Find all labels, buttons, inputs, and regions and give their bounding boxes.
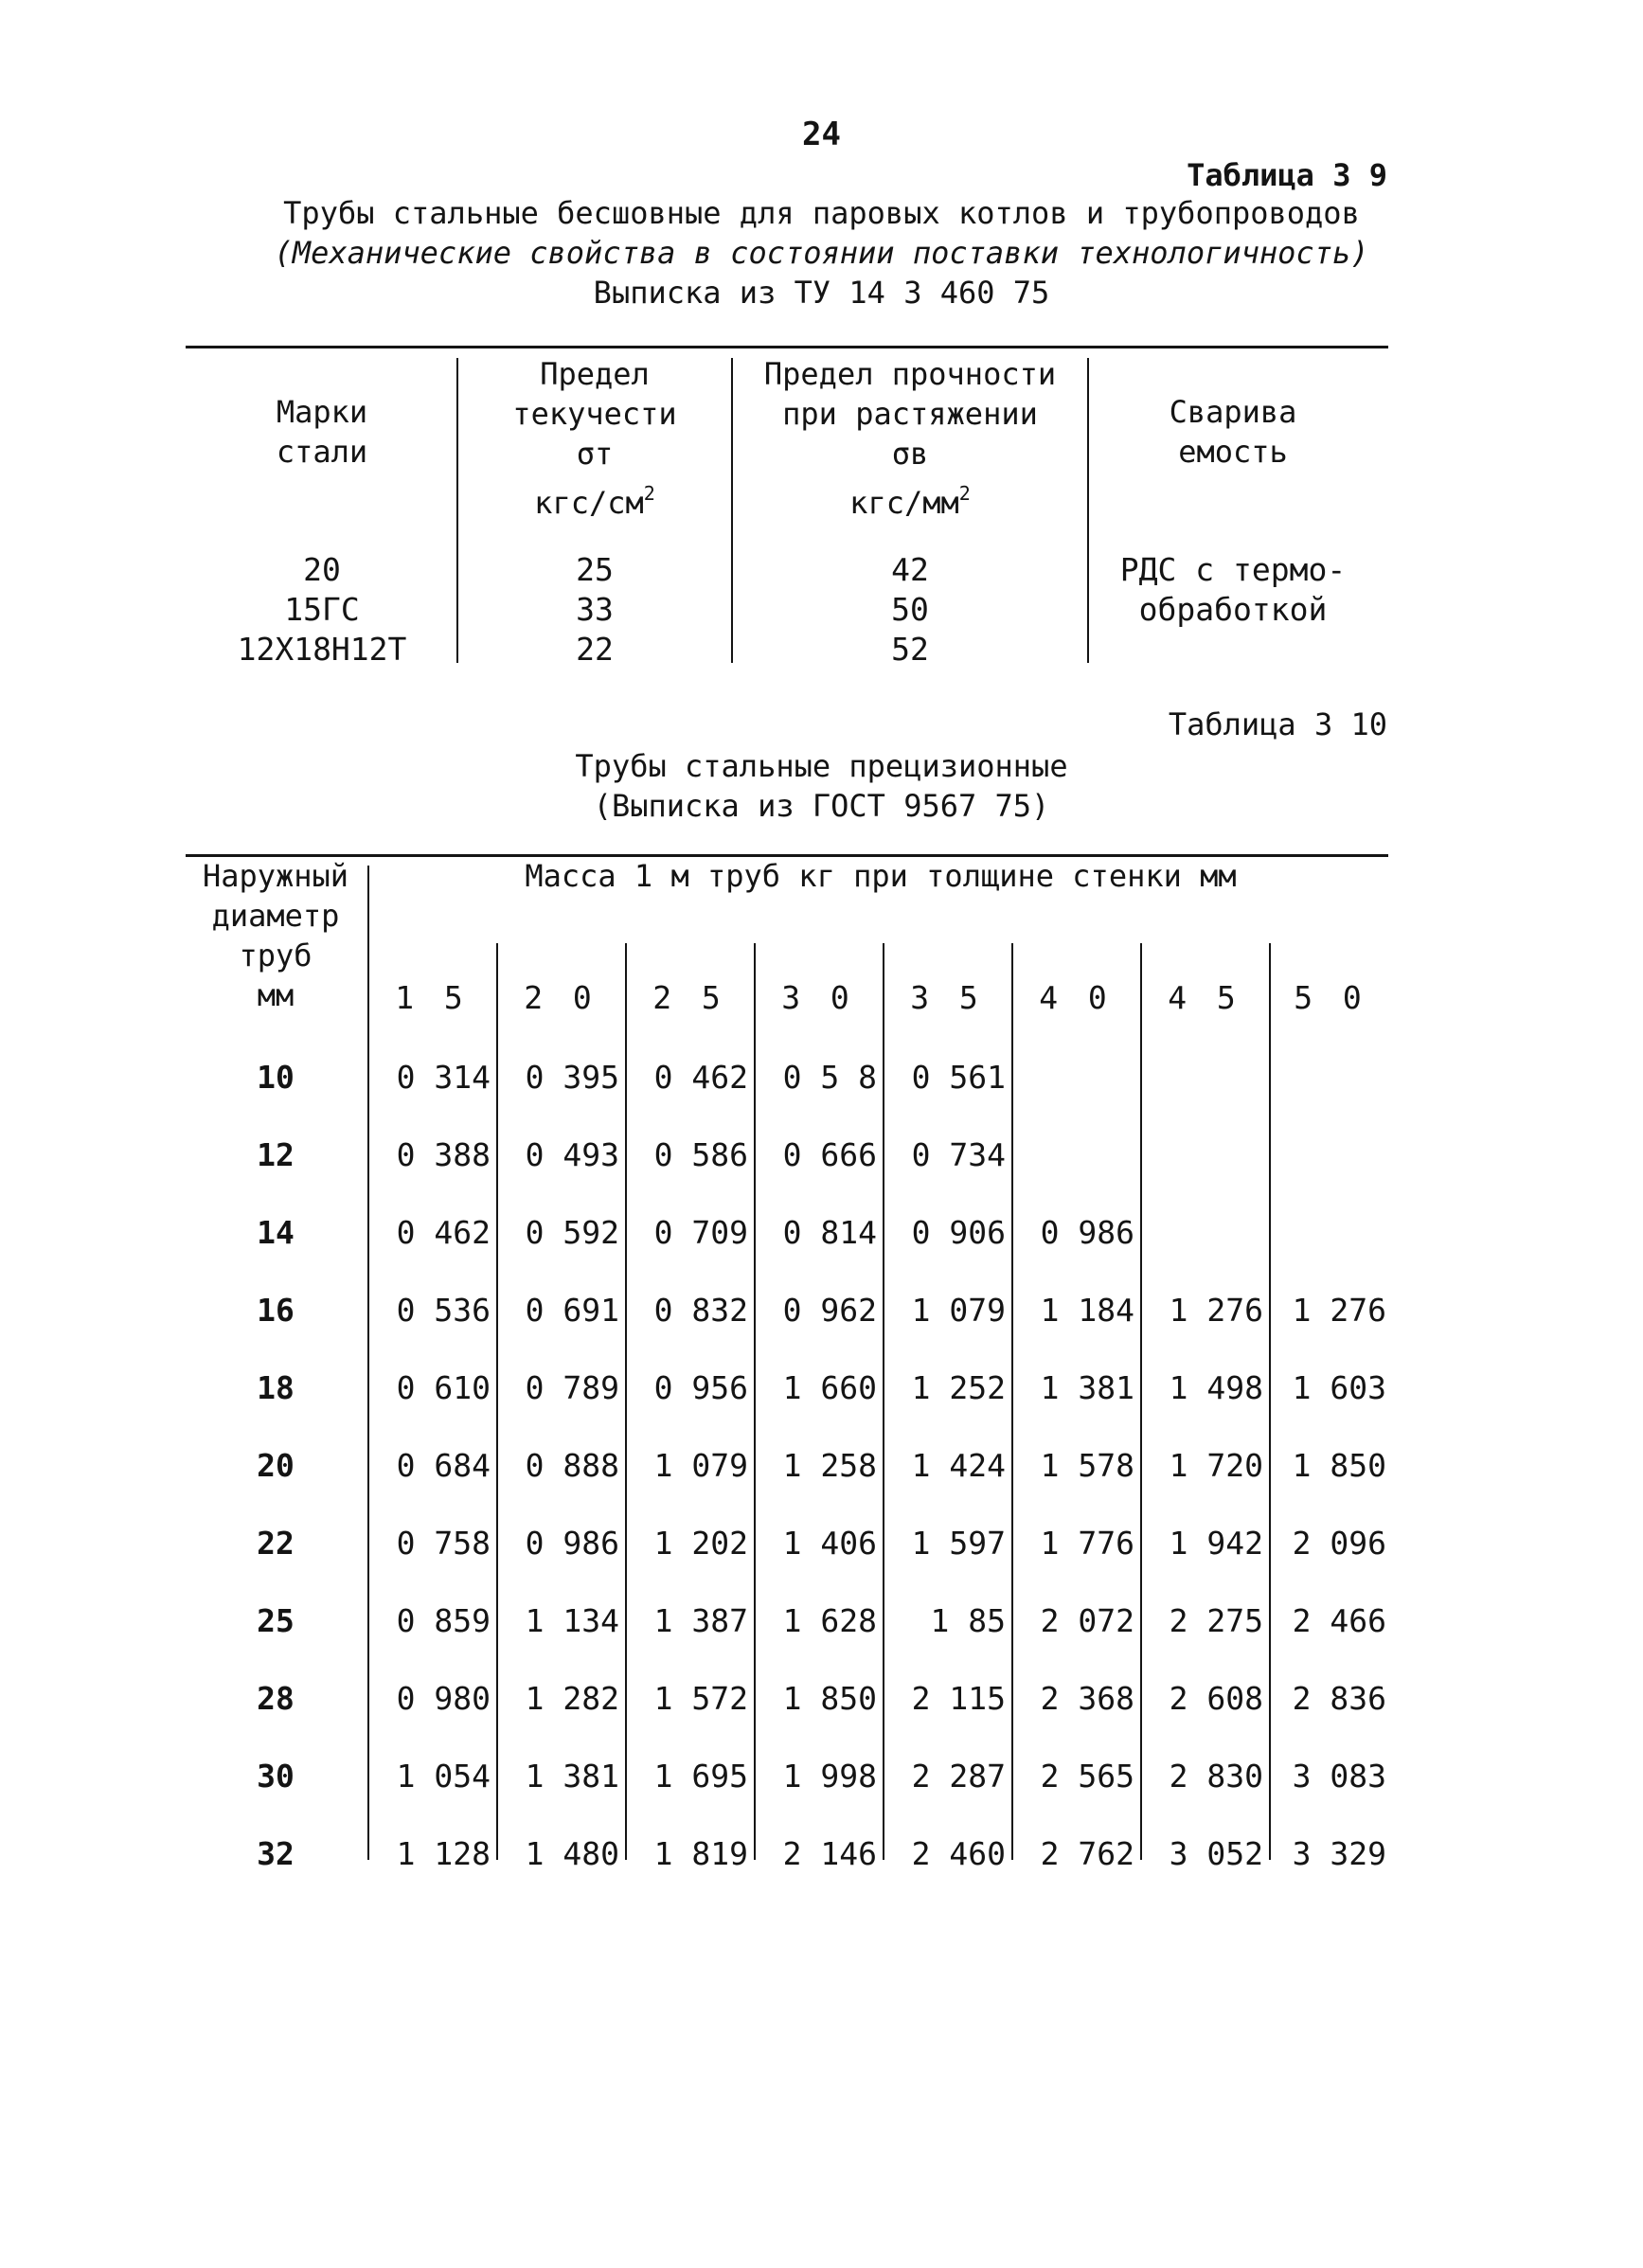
table2-mass-cell: 1 282: [525, 1680, 619, 1717]
table2-mass-cell: 0 462: [653, 1059, 748, 1096]
table2-label: Таблица 3 10: [1168, 706, 1387, 742]
table1-header-yield: Предел текучести σт кгс/$см^2$: [512, 356, 677, 521]
table2-mass-cell: 1 134: [525, 1602, 619, 1639]
table2-mass-cell: 2 368: [1040, 1680, 1134, 1717]
table2-mass-cell: 2 608: [1169, 1680, 1263, 1717]
table2-mass-cell: 1 079: [911, 1292, 1006, 1329]
table2-col-divider-3: [754, 943, 756, 1860]
table1-row-1-yield: 25: [576, 551, 614, 588]
table1-top-rule: [186, 346, 1388, 348]
table2-mass-cell: 0 684: [396, 1447, 491, 1484]
table2-mass-cell: 0 734: [911, 1136, 1006, 1173]
table2-mass-cell: 0 666: [782, 1136, 877, 1173]
table2-diameter-cell: 30: [257, 1758, 295, 1795]
table2-mass-cell: 1 720: [1169, 1447, 1263, 1484]
table2-thickness-header: 4 0: [1039, 979, 1113, 1016]
table1-col-divider-2: [731, 358, 733, 663]
table2-mass-cell: 0 592: [525, 1214, 619, 1251]
table2-mass-cell: 1 381: [1040, 1369, 1134, 1406]
table2-mass-cell: 1 572: [653, 1680, 748, 1717]
table2-diameter-cell: 32: [257, 1835, 295, 1872]
table2-mass-cell: 1 850: [1292, 1447, 1386, 1484]
table2-mass-cell: 2 836: [1292, 1680, 1386, 1717]
table2-col-divider-0: [367, 866, 369, 1860]
table2-mass-cell: 1 424: [911, 1447, 1006, 1484]
table2-mass-cell: 0 906: [911, 1214, 1006, 1251]
table2-diameter-cell: 28: [257, 1680, 295, 1717]
table2-mass-cell: 0 388: [396, 1136, 491, 1173]
table2-mass-cell: 2 460: [911, 1835, 1006, 1872]
table1-row-2-yield: 33: [576, 591, 614, 628]
table2-mass-cell: 1 381: [525, 1758, 619, 1795]
table2-mass-cell: 2 096: [1292, 1525, 1386, 1562]
table2-mass-cell: 3 083: [1292, 1758, 1386, 1795]
table1-header-tensile: Предел прочности при растяжении σв кгс/$мм^2$: [763, 356, 1057, 521]
table1-row-3-yield: 22: [576, 631, 614, 668]
table2-mass-cell: 1 85: [930, 1602, 1006, 1639]
table2-mass-cell: 0 395: [525, 1059, 619, 1096]
table2-title: Трубы стальные прецизионные: [575, 748, 1068, 784]
table2-mass-cell: 1 258: [782, 1447, 877, 1484]
table2-thickness-header: 3 5: [910, 979, 984, 1016]
table2-mass-cell: 0 536: [396, 1292, 491, 1329]
table1-row-2-tensile: 50: [891, 591, 929, 628]
table2-diameter-cell: 25: [257, 1602, 295, 1639]
table1-weldability-line-2: обработкой: [1138, 591, 1328, 628]
table1-title: Трубы стальные бесшовные для паровых котлов и трубопроводов: [283, 195, 1360, 231]
table2-mass-cell: 1 387: [653, 1602, 748, 1639]
table2-mass-cell: 0 789: [525, 1369, 619, 1406]
table2-mass-cell: 1 776: [1040, 1525, 1134, 1562]
table2-mass-cell: 1 628: [782, 1602, 877, 1639]
table2-mass-cell: 0 962: [782, 1292, 877, 1329]
table2-mass-cell: 1 128: [396, 1835, 491, 1872]
table2-mass-cell: 2 466: [1292, 1602, 1386, 1639]
table2-thickness-header: 2 5: [652, 979, 726, 1016]
table2-diameter-cell: 16: [257, 1292, 295, 1329]
table2-mass-cell: 0 956: [653, 1369, 748, 1406]
table2-mass-cell: 2 275: [1169, 1602, 1263, 1639]
table2-mass-cell: 1 079: [653, 1447, 748, 1484]
table2-mass-cell: 2 115: [911, 1680, 1006, 1717]
table2-mass-cell: 1 480: [525, 1835, 619, 1872]
table2-mass-cell: 2 830: [1169, 1758, 1263, 1795]
table2-diameter-cell: 20: [257, 1447, 295, 1484]
table2-mass-cell: 0 586: [653, 1136, 748, 1173]
table2-mass-cell: 0 986: [1040, 1214, 1134, 1251]
table2-mass-cell: 0 561: [911, 1059, 1006, 1096]
table2-col-divider-7: [1269, 943, 1271, 1860]
table1-header-grade: Марки стали: [276, 394, 368, 470]
table2-diameter-cell: 18: [257, 1369, 295, 1406]
table2-mass-cell: 1 578: [1040, 1447, 1134, 1484]
table1-header-weldability: Сварива емость: [1169, 394, 1297, 470]
table2-col-divider-1: [496, 943, 498, 1860]
table2-mass-cell: 0 758: [396, 1525, 491, 1562]
table2-mass-cell: 2 565: [1040, 1758, 1134, 1795]
table2-header-group: Масса 1 м труб кг при толщине стенки мм: [525, 858, 1237, 894]
table2-mass-cell: 0 314: [396, 1059, 491, 1096]
table2-mass-cell: 0 610: [396, 1369, 491, 1406]
table2-mass-cell: 0 832: [653, 1292, 748, 1329]
table2-mass-cell: 1 850: [782, 1680, 877, 1717]
table2-mass-cell: 0 888: [525, 1447, 619, 1484]
table2-mass-cell: 1 998: [782, 1758, 877, 1795]
table2-diameter-cell: 10: [257, 1059, 295, 1096]
table2-col-divider-2: [625, 943, 627, 1860]
table2-diameter-cell: 22: [257, 1525, 295, 1562]
table2-mass-cell: 1 819: [653, 1835, 748, 1872]
table2-thickness-header: 1 5: [395, 979, 469, 1016]
table2-mass-cell: 0 462: [396, 1214, 491, 1251]
table2-mass-cell: 3 329: [1292, 1835, 1386, 1872]
table2-thickness-header: 2 0: [524, 979, 598, 1016]
table1-row-3-tensile: 52: [891, 631, 929, 668]
table2-thickness-header: 5 0: [1294, 979, 1367, 1016]
table1-weldability-line-1: РДС с термо-: [1119, 551, 1347, 588]
table1-source: Выписка из ТУ 14 3 460 75: [593, 275, 1050, 311]
table1-row-1-grade: 20: [303, 551, 341, 588]
table2-mass-cell: 0 986: [525, 1525, 619, 1562]
table2-mass-cell: 1 202: [653, 1525, 748, 1562]
table2-mass-cell: 1 252: [911, 1369, 1006, 1406]
table2-mass-cell: 1 942: [1169, 1525, 1263, 1562]
table2-thickness-header: 4 5: [1168, 979, 1241, 1016]
page-number: 24: [802, 116, 841, 153]
table2-thickness-header: 3 0: [781, 979, 855, 1016]
table2-mass-cell: 1 054: [396, 1758, 491, 1795]
table2-mass-cell: 0 980: [396, 1680, 491, 1717]
table2-mass-cell: 1 276: [1169, 1292, 1263, 1329]
table1-row-3-grade: 12Х18Н12Т: [237, 631, 407, 668]
table2-col-divider-5: [1011, 943, 1013, 1860]
table2-header-diameter: Наружный диаметр труб мм: [202, 858, 349, 1013]
table2-mass-cell: 1 498: [1169, 1369, 1263, 1406]
table2-col-divider-6: [1140, 943, 1142, 1860]
table2-mass-cell: 2 072: [1040, 1602, 1134, 1639]
table2-col-divider-4: [883, 943, 884, 1860]
table1-row-1-tensile: 42: [891, 551, 929, 588]
table2-mass-cell: 1 695: [653, 1758, 748, 1795]
table2-mass-cell: 3 052: [1169, 1835, 1263, 1872]
table2-source: (Выписка из ГОСТ 9567 75): [593, 788, 1050, 824]
table2-mass-cell: 1 597: [911, 1525, 1006, 1562]
table2-mass-cell: 0 691: [525, 1292, 619, 1329]
table1-col-divider-1: [456, 358, 458, 663]
table2-mass-cell: 0 814: [782, 1214, 877, 1251]
table2-mass-cell: 1 184: [1040, 1292, 1134, 1329]
table2-mass-cell: 0 5 8: [782, 1059, 877, 1096]
table1-subtitle: (Механические свойства в состоянии поставки технологичность): [274, 235, 1369, 271]
table2-diameter-cell: 14: [257, 1214, 295, 1251]
table2-mass-cell: 1 603: [1292, 1369, 1386, 1406]
table2-mass-cell: 0 493: [525, 1136, 619, 1173]
table1-col-divider-3: [1087, 358, 1089, 663]
table2-mass-cell: 0 859: [396, 1602, 491, 1639]
table2-mass-cell: 2 287: [911, 1758, 1006, 1795]
table2-diameter-cell: 12: [257, 1136, 295, 1173]
table2-mass-cell: 1 406: [782, 1525, 877, 1562]
table1-label: Таблица 3 9: [1187, 157, 1387, 193]
table2-mass-cell: 1 276: [1292, 1292, 1386, 1329]
table2-mass-cell: 1 660: [782, 1369, 877, 1406]
table2-mass-cell: 2 762: [1040, 1835, 1134, 1872]
table2-mass-cell: 0 709: [653, 1214, 748, 1251]
table2-mass-cell: 2 146: [782, 1835, 877, 1872]
table1-row-2-grade: 15ГС: [284, 591, 360, 628]
